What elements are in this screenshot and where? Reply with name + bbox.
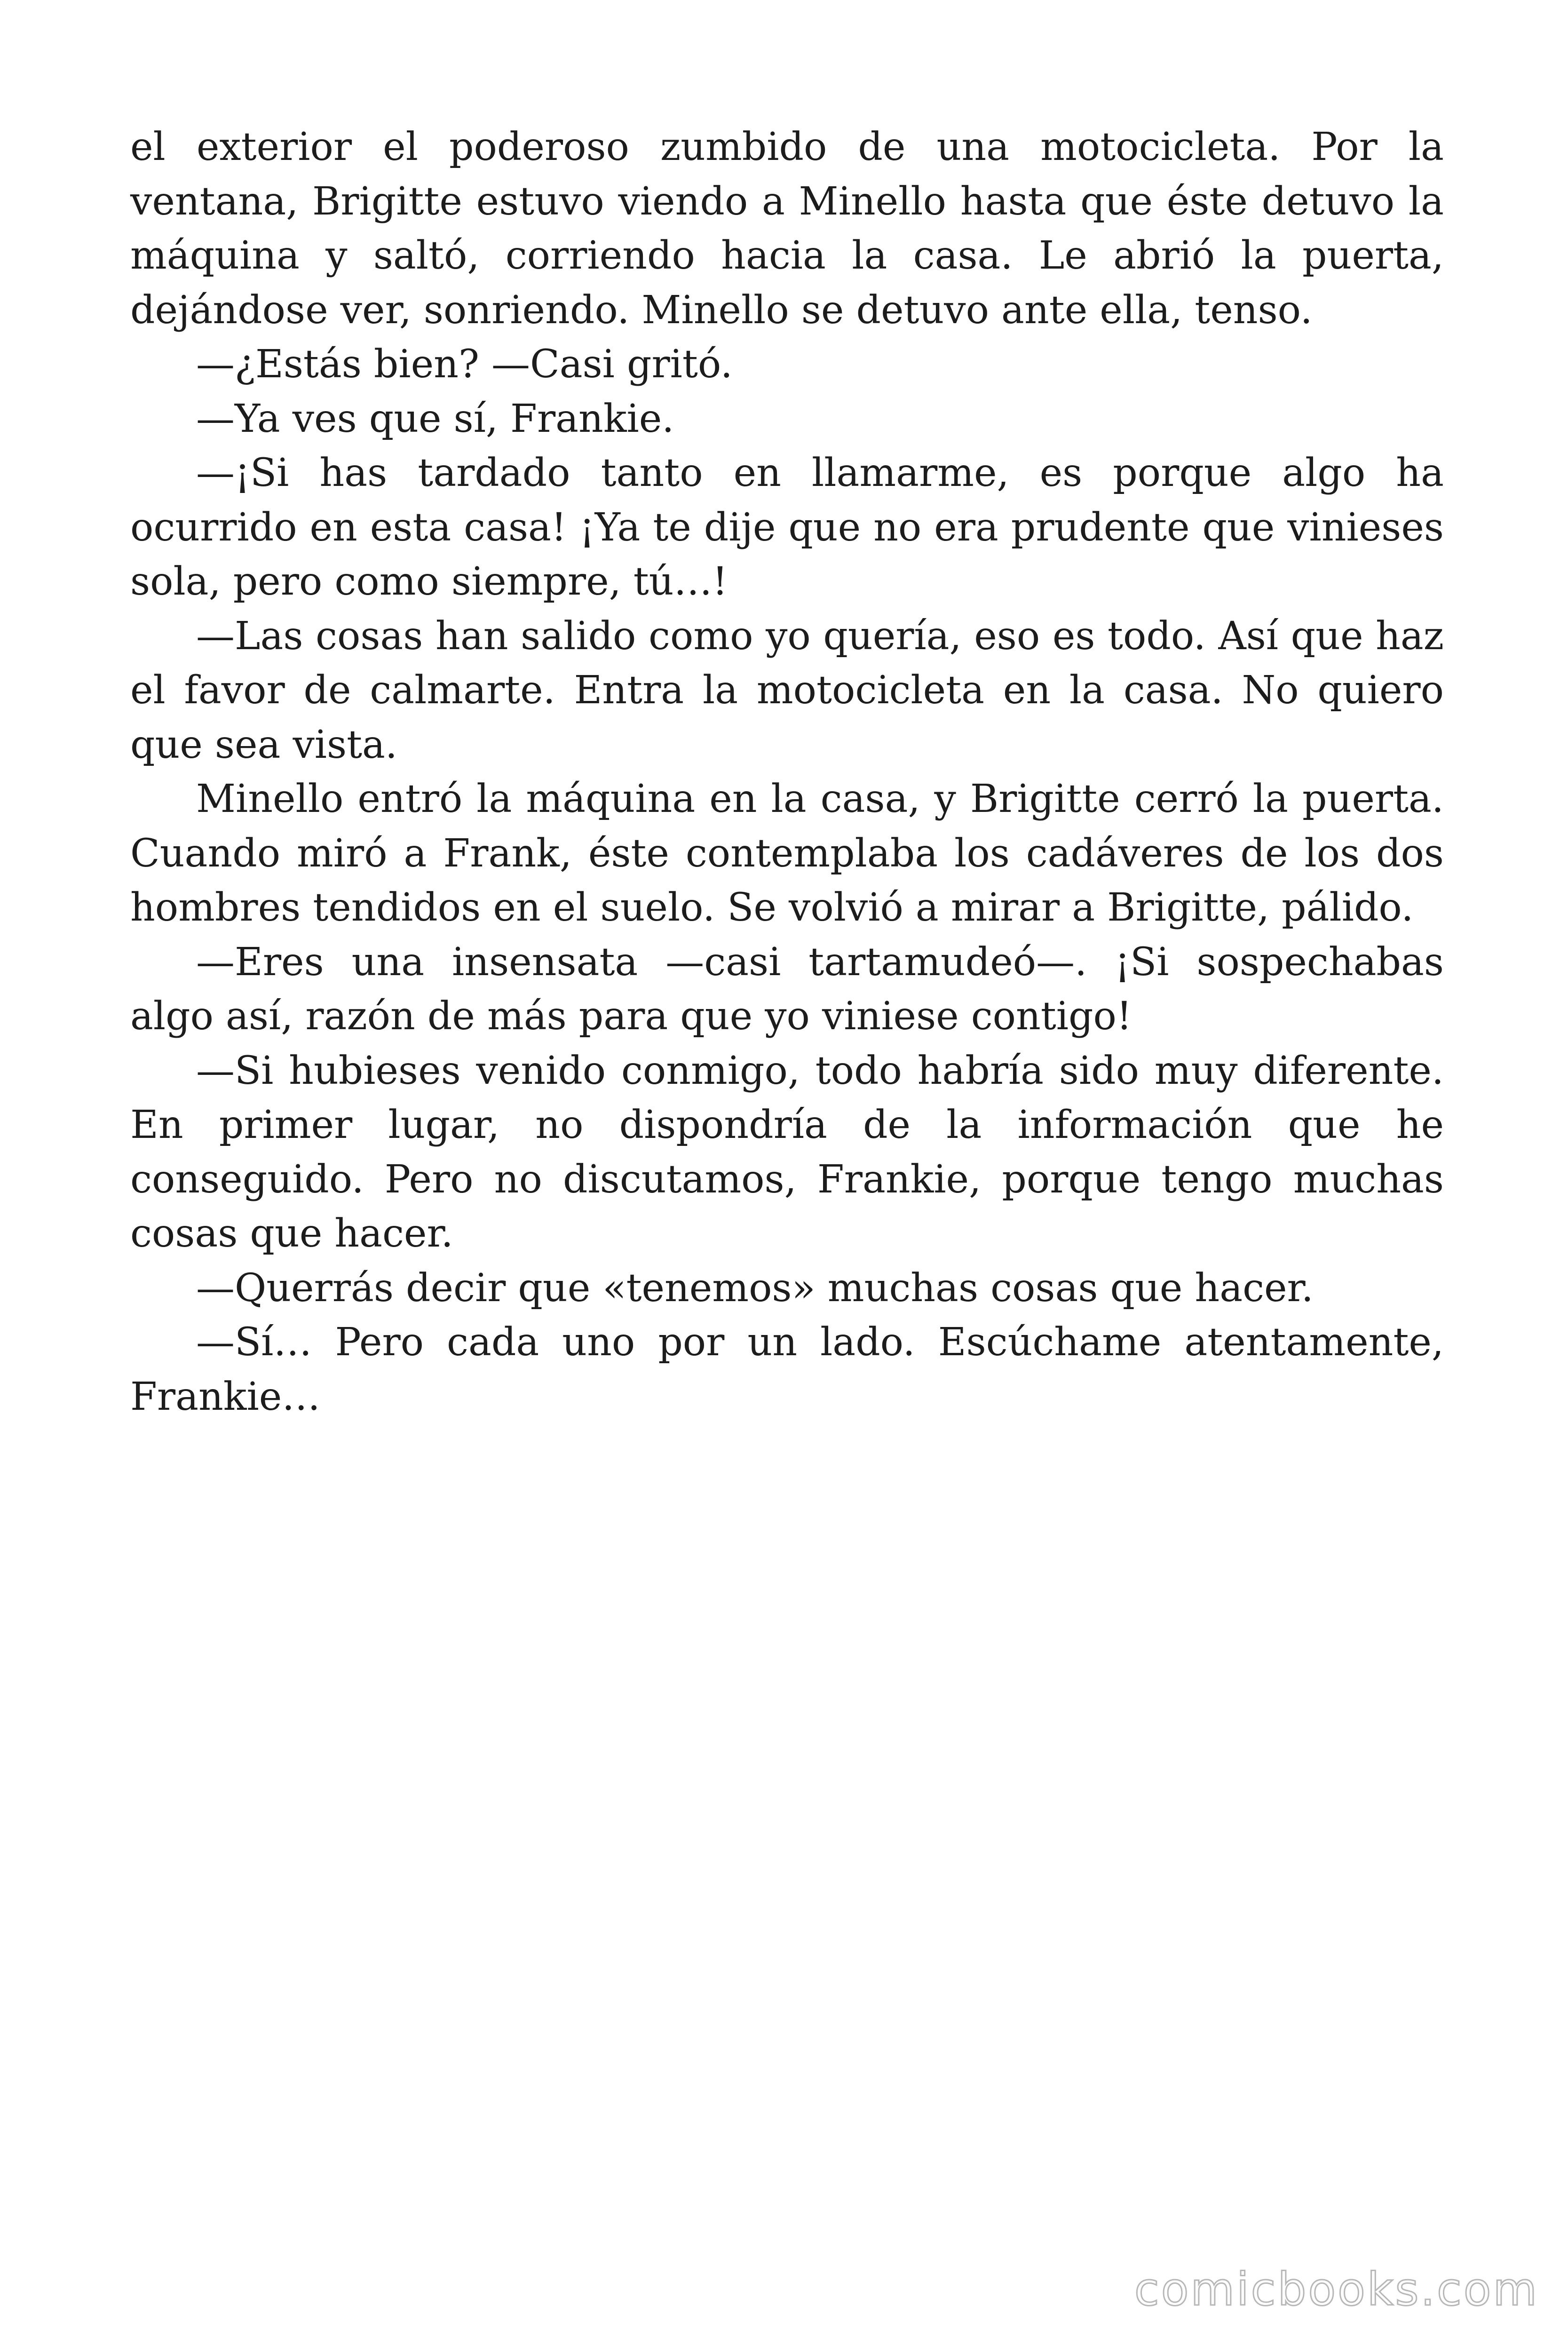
watermark-text: comicbooks.com [1134,2263,1539,2316]
paragraph-8: —Si hubieses venido conmigo, todo habría sido muy diferente. En primer lugar, no dispondría de la información que he conseguido. Pero no discutamos, Frankie, porque tengo muchas cosas que hacer. [130,1048,1444,1256]
paragraph-10: —Sí… Pero cada uno por un lado. Escúchame atentamente, Frankie… [130,1320,1444,1419]
paragraph-9: —Querrás decir que «tenemos» muchas cosas que hacer. [196,1265,1314,1311]
paragraph-7: —Eres una insensata —casi tartamudeó—. ¡Si sospechabas algo así, razón de más para que yo viniese contigo! [130,939,1444,1039]
paragraph-4: —¡Si has tardado tanto en llamarme, es porque algo ha ocurrido en esta casa! ¡Ya te dije que no era prudente que vinieses sola, pero como siempre, tú…! [130,451,1444,604]
paragraph-5: —Las cosas han salido como yo quería, eso es todo. Así que haz el favor de calmarte. Entra la motocicleta en la casa. No quiero que sea vista. [130,613,1444,767]
paragraph-6: Minello entró la máquina en la casa, y Brigitte cerró la puerta. Cuando miró a Frank, éste contemplaba los cadáveres de los dos hombres tendidos en el suelo. Se volvió a mirar a Brigitte, pálido. [130,777,1444,930]
paragraph-3: —Ya ves que sí, Frankie. [196,396,674,441]
paragraph-2: —¿Estás bien? —Casi gritó. [196,342,733,387]
paragraph-1: el exterior el poderoso zumbido de una motocicleta. Por la ventana, Brigitte estuvo viendo a Minello hasta que éste detuvo la máquina y saltó, corriendo hacia la casa. Le abrió la puerta, dejándose ver, sonriendo. Minello se detuvo ante ella, tenso. [130,125,1444,333]
page-body-text [130,120,1444,1424]
